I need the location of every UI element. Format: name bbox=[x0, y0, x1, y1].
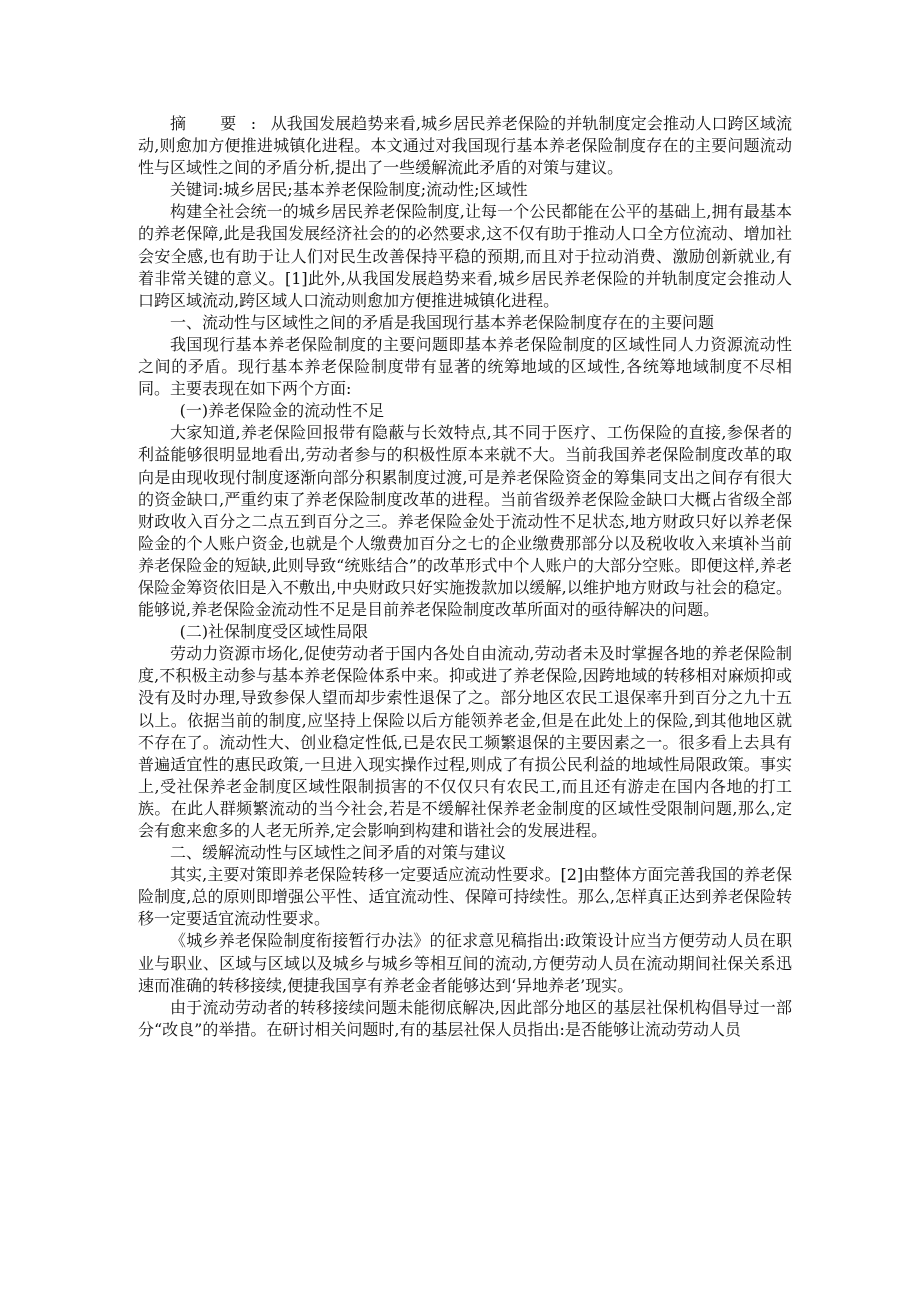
abstract-text: 从我国发展趋势来看,城乡居民养老保险的并轨制度定会推动人口跨区域流动,则愈加方便推进城镇化进程。本文通过对我国现行基本养老保险制度存在的主要问题流动性与区域性之间的矛盾分析,提出了一些缓解流此矛盾的对策与建议。 bbox=[138, 114, 792, 178]
section-2-heading: 二、缓解流动性与区域性之间矛盾的对策与建议 bbox=[170, 843, 507, 863]
subsection-1-body: 大家知道,养老保险回报带有隐蔽与长效特点,其不同于医疗、工伤保险的直接,参保者的利益能够很明显地看出,劳动者参与的积极性原本来就不大。当前我国养老保险制度改革的取向是由现收现付制度逐渐向部分积累制度过渡,可是养老保险资金的筹集同支出之间存有很大的资金缺口,严重约束了养老保险制度改革的进程。当前省级养老保险金缺口大概占省级全部财政收入百分之二点五到百分之三。养老保险金处于流动性不足状态,地方财政只好以养老保险金的个人账户资金,也就是个人缴费加百分之七的企业缴费那部分以及税收收入来填补当前养老保险金的短缺,此则导致“统账结合”的改革形式中个人账户的大部分空账。即便这样,养老保险金筹资依旧是入不敷出,中央财政只好实施拨款加以缓解,以维护地方财政与社会的稳定。能够说,养老保险金流动性不足是目前养老保险制度改革所面对的亟待解决的问题。 bbox=[138, 423, 792, 620]
section-2-last-paragraph: 由于流动劳动者的转移接续问题未能彻底解决,因此部分地区的基层社保机构倡导过一部分“改良”的举措。在研讨相关问题时,有的基层社保人员指出:是否能够让流动劳动人员 bbox=[138, 997, 792, 1039]
article-body bbox=[138, 113, 792, 1041]
subsection-1-heading: (一)养老保险金的流动性不足 bbox=[179, 401, 385, 421]
abstract-label: 摘 要: bbox=[170, 114, 271, 133]
keywords-line: 关键词:城乡居民;基本养老保险制度;流动性;区域性 bbox=[170, 180, 528, 200]
abstract-paragraph bbox=[138, 113, 792, 179]
section-1-body: 我国现行基本养老保险制度的主要问题即基本养老保险制度的区域性同人力资源流动性之间的矛盾。现行基本养老保险制度带有显著的统筹地域的区域性,各统筹地域制度不尽相同。主要表现在如下两个方面: bbox=[138, 334, 792, 399]
subsection-2-heading: (二)社保制度受区域性局限 bbox=[179, 622, 369, 642]
intro-paragraph: 构建全社会统一的城乡居民养老保险制度,让每一个公民都能在公平的基础上,拥有最基本的养老保障,此是我国发展经济社会的的必然要求,这不仅有助于推动人口全方位流动、增加社会安全感,也有助于让人们对民生改善保持平稳的预期,而且对于拉动消费、激励创新就业,有着非常关键的意义。[1]此外,从我国发展趋势来看,城乡居民养老保险的并轨制度定会推动人口跨区域流动,跨区域人口流动则愈加方便推进城镇化进程。 bbox=[138, 202, 792, 310]
section-2-quote: 《城乡养老保险制度衔接暂行办法》的征求意见稿指出:政策设计应当方便劳动人员在职业与职业、区域与区域以及城乡与城乡等相互间的流动,方便劳动人员在流动期间社保关系迅速而准确的转移接续,便捷我国享有养老金者能够达到‘异地养老’现实。 bbox=[138, 931, 792, 995]
subsection-2-body: 劳动力资源市场化,促使劳动者于国内各处自由流动,劳动者未及时掌握各地的养老保险制度,不积极主动参与基本养老保险体系中来。抑或进了养老保险,因跨地域的转移相对麻烦抑或没有及时办理,导致参保人望而却步索性退保了之。部分地区农民工退保率升到百分之九十五以上。依据当前的制度,应坚持上保险以后方能领养老金,但是在此处上的保险,到其他地区就不存在了。流动性大、创业稳定性低,已是农民工频繁退保的主要因素之一。很多看上去具有普遍适宜性的惠民政策,一旦进入现实操作过程,则成了有损公民利益的地域性局限政策。事实上,受社保养老金制度区域性限制损害的不仅仅只有农民工,而且还有游走在国内各地的打工族。在此人群频繁流动的当今社会,若是不缓解社保养老金制度的区域性受限制问题,那么,定会有愈来愈多的人老无所养,定会影响到构建和谐社会的发展进程。 bbox=[138, 644, 792, 840]
section-2-body: 其实,主要对策即养老保险转移一定要适应流动性要求。[2]由整体方面完善我国的养老保险制度,总的原则即增强公平性、适宜流动性、保障可持续性。那么,怎样真正达到养老保险转移一定要适宜流动性要求。 bbox=[138, 865, 792, 929]
section-1-heading: 一、流动性与区域性之间的矛盾是我国现行基本养老保险制度存在的主要问题 bbox=[170, 312, 715, 332]
